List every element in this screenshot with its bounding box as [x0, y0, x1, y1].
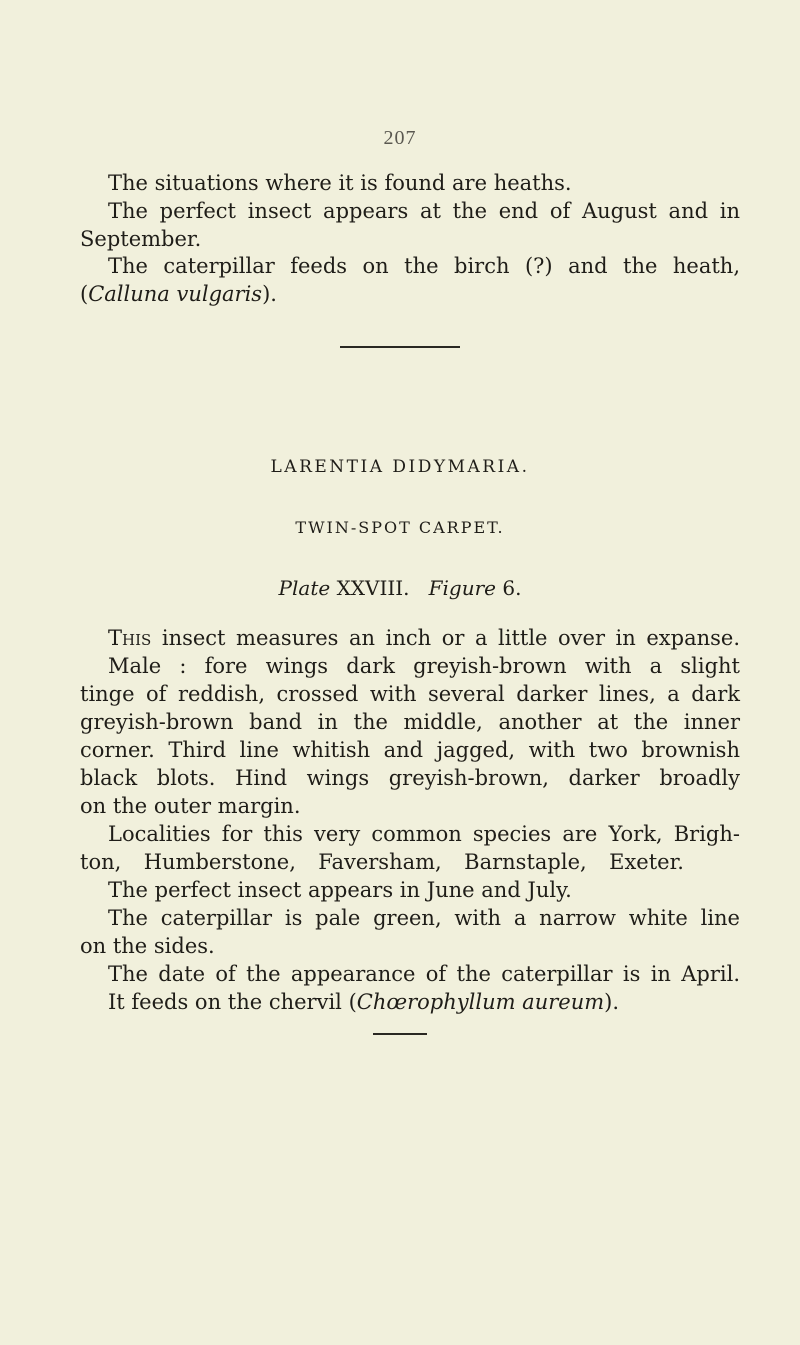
text-line [108, 961, 740, 988]
section-divider [340, 346, 460, 348]
text-line [108, 170, 572, 197]
species-common-name: TWIN-SPOT CARPET. [295, 518, 505, 537]
line-text: The perfect insect appears in June and July. [108, 878, 572, 902]
line-text: black blots. Hind wings greyish-brown, darker broadly [80, 766, 740, 790]
text-line [80, 793, 301, 820]
text-line [108, 989, 619, 1016]
end-divider [373, 1033, 427, 1035]
line-text: on the outer margin. [80, 794, 301, 818]
scientific-name: Calluna vulgaris [88, 282, 263, 306]
line-text: It feeds on the chervil ( [108, 990, 357, 1014]
line-text: ton, Humberstone, Faversham, Barnstaple, Exeter. [80, 850, 684, 874]
line-text: greyish-brown band in the middle, another at the inner [80, 710, 740, 734]
text-line [80, 737, 740, 764]
scientific-name: Chœrophyllum aureum [356, 990, 605, 1014]
text-line [80, 709, 740, 736]
line-text: Male : fore wings dark greyish-brown with a slight [108, 654, 740, 678]
line-text: The caterpillar feeds on the birch (?) and the heath, [108, 254, 740, 278]
text-line [108, 253, 740, 280]
text-line [80, 281, 277, 308]
text-line [80, 765, 740, 792]
line-text: The perfect insect appears at the end of August and in [108, 199, 740, 223]
line-text: Localities for this very common species are York, Brigh- [108, 822, 740, 846]
opening-word: This [108, 626, 152, 650]
text-line [108, 653, 740, 680]
plate-reference [0, 576, 800, 600]
text-line [108, 905, 740, 932]
line-text: insect measures an inch or a little over in expanse. [151, 626, 740, 650]
plate-label: Plate [278, 576, 331, 600]
text-line [108, 821, 740, 848]
text-line [80, 849, 684, 876]
page-number: 207 [383, 127, 417, 149]
paren-close: ). [604, 990, 620, 1014]
figure-label: Figure [428, 576, 496, 600]
text-line [80, 681, 740, 708]
text-line [108, 877, 572, 904]
line-text: The situations where it is found are heaths. [108, 171, 572, 195]
line-text: The caterpillar is pale green, with a narrow white line [108, 906, 740, 930]
line-text: The date of the appearance of the caterpillar is in April. [108, 962, 740, 986]
line-text: September. [80, 227, 202, 251]
species-latin-name: LARENTIA DIDYMARIA. [270, 457, 530, 477]
figure-number: 6. [502, 576, 522, 600]
text-line [80, 933, 215, 960]
text-line [108, 625, 740, 652]
paren-close: ). [262, 282, 277, 306]
plate-number: XXVIII. [336, 576, 410, 600]
line-text: on the sides. [80, 934, 215, 958]
line-text: corner. Third line whitish and jagged, with two brownish [80, 738, 740, 762]
line-text: tinge of reddish, crossed with several darker lines, a dark [80, 682, 740, 706]
text-line [108, 198, 740, 225]
paren-open: ( [80, 282, 89, 306]
text-line [80, 226, 201, 253]
